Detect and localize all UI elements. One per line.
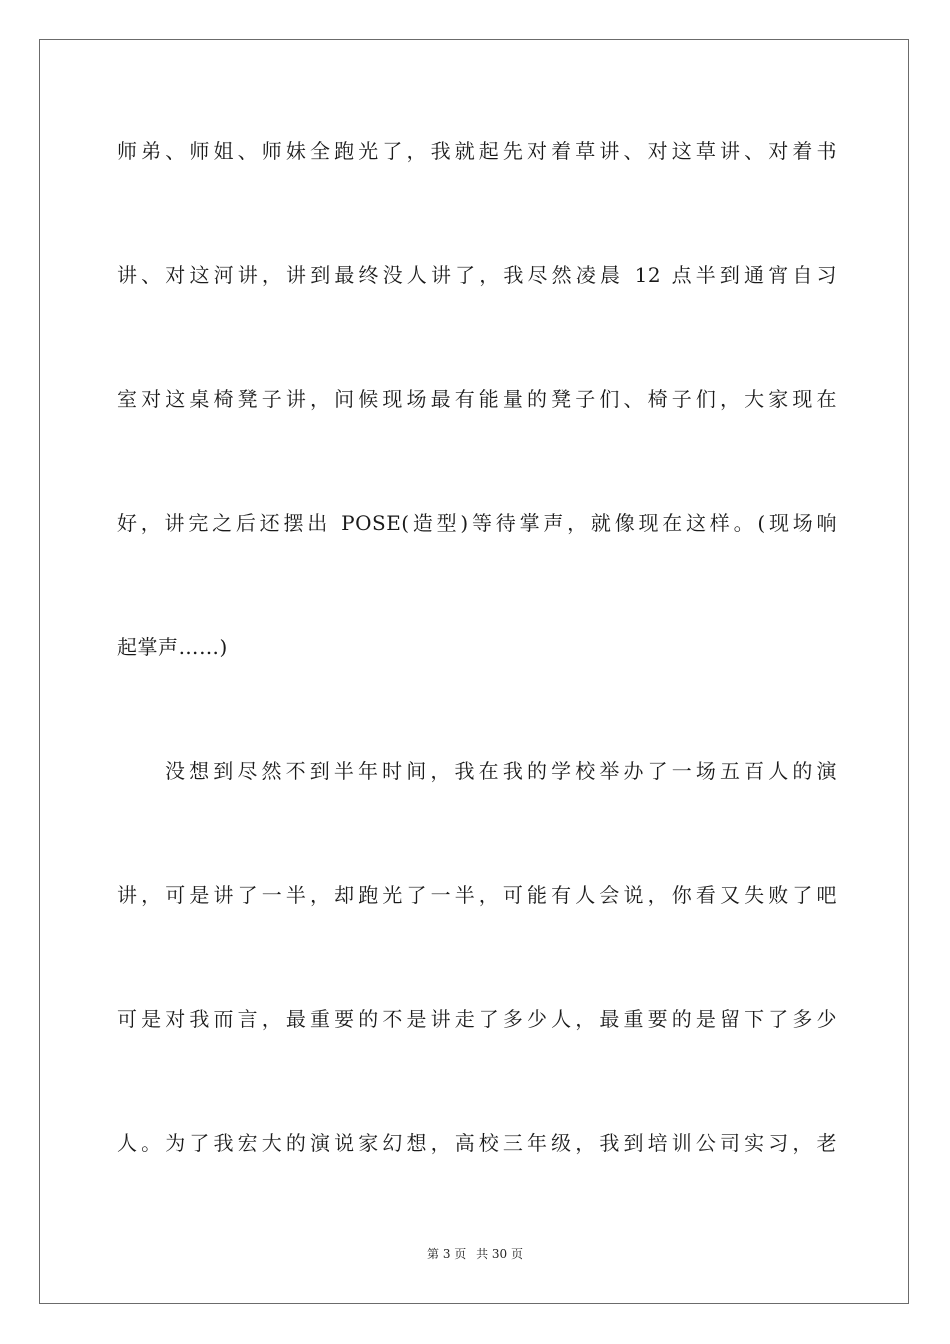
page-number: 第 3 页: [427, 1247, 467, 1261]
page-border: [39, 39, 909, 1304]
page-footer: [0, 1246, 950, 1262]
total-pages: 共 30 页: [476, 1247, 523, 1261]
text-line-3: 室对这桌椅凳子讲，问候现场最有能量的凳子们、椅子们，大家现在: [117, 387, 837, 411]
text-line-8: 可是对我而言，最重要的不是讲走了多少人，最重要的是留下了多少: [117, 1007, 837, 1031]
text-line-5: 起掌声……): [117, 635, 228, 659]
paragraph-start-line: 没想到尽然不到半年时间，我在我的学校举办了一场五百人的演: [165, 759, 837, 783]
text-line-2: 讲、对这河讲，讲到最终没人讲了，我尽然凌晨 12 点半到通宵自习: [117, 263, 837, 287]
text-line-1: 师弟、师姐、师妹全跑光了，我就起先对着草讲、对这草讲、对着书: [117, 139, 837, 163]
text-line-9: 人。为了我宏大的演说家幻想，高校三年级，我到培训公司实习，老: [117, 1131, 837, 1155]
text-line-4: 好，讲完之后还摆出 POSE(造型)等待掌声，就像现在这样。(现场响: [117, 511, 837, 535]
text-line-7: 讲，可是讲了一半，却跑光了一半，可能有人会说，你看又失败了吧: [117, 883, 837, 907]
